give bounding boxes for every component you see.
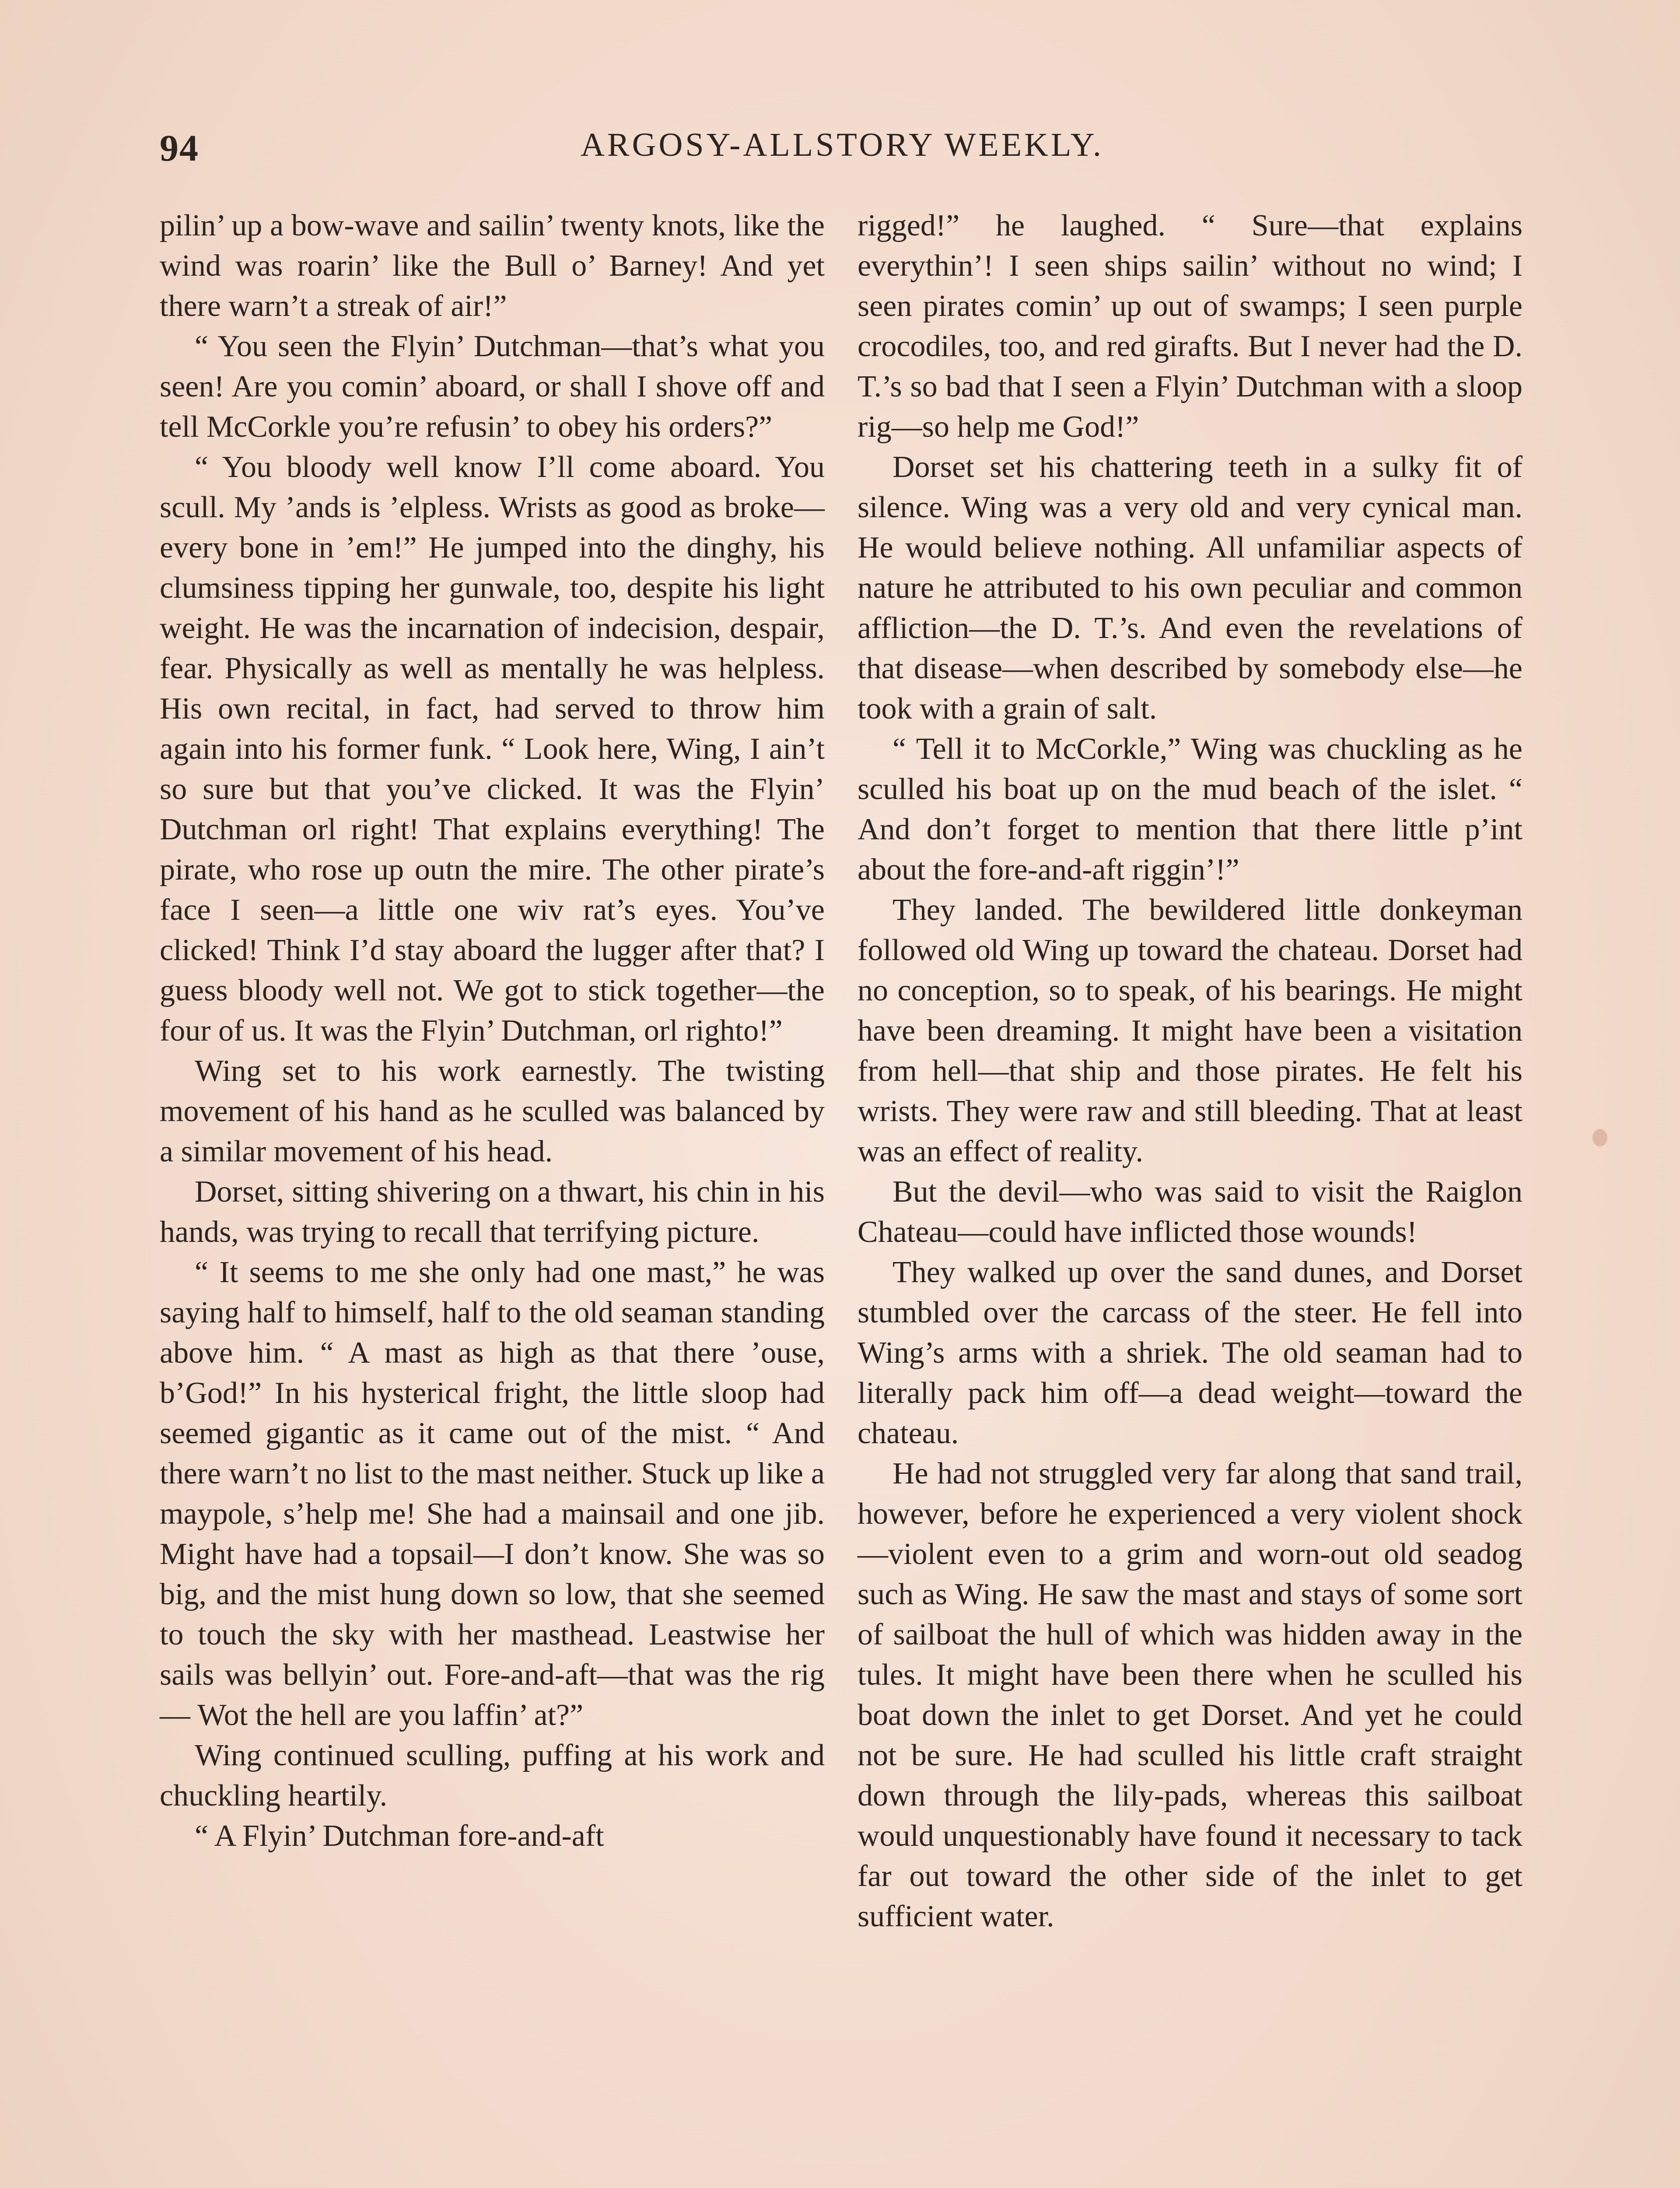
paragraph: rigged!” he laughed. “ Sure—that explains everythin’! I seen ships sailin’ without no wind; I seen pirates comin’ up out of swamps; I seen purple crocodiles, too, and red girafts. But I never had the D. T.’s so bad that I seen a Flyin’ Dutchman with a sloop rig—so help me God!” bbox=[858, 209, 1522, 444]
paragraph: “ It seems to me she only had one mast,” he was saying half to himself, half to the old seaman standing above him. “ A mast as high as that there ’ouse, b’God!” In his hysterical fright, the little sloop had seemed gigantic as it came out of the mist. “ And there warn’t no list to the mast neither. Stuck up like a maypole, s’help me! She had a mainsail and one jib. Might have had a topsail—I don’t know. She was so big, and the mist hung down so low, that she seemed to touch the sky with her masthead. Leastwise her sails was bellyin’ out. Fore-and-aft—that was the rig— Wot the hell are you laffin’ at?” bbox=[160, 1255, 825, 1732]
page-header bbox=[160, 126, 1525, 179]
paragraph: “ A Flyin’ Dutchman fore-and-aft bbox=[195, 1819, 604, 1853]
paragraph: “ Tell it to McCorkle,” Wing was chuckling as he sculled his boat up on the mud beach of the islet. “ And don’t forget to mention that there little p’int about the fore-and-aft riggin’!” bbox=[858, 732, 1522, 887]
paragraph: Wing continued sculling, puffing at his work and chuckling heartily. bbox=[160, 1739, 825, 1813]
right-column bbox=[858, 206, 1522, 1937]
paragraph: He had not struggled very far along that sand trail, however, before he experienced a very violent shock—violent even to a grim and worn-out old seadog such as Wing. He saw the mast and stays of some sort of sailboat the hull of which was hidden away in the tules. It might have been there when he sculled his boat down the inlet to get Dorset. And yet he could not be sure. He had sculled his little craft straight down through the lily-pads, whereas this sailboat would unquestionably have found it necessary to tack far out toward the other side of the inlet to get sufficient water. bbox=[858, 1457, 1522, 1933]
page-number: 94 bbox=[160, 127, 199, 169]
paragraph: Dorset, sitting shivering on a thwart, his chin in his hands, was trying to recall that terrifying picture. bbox=[160, 1175, 825, 1249]
paragraph: “ You seen the Flyin’ Dutchman—that’s what you seen! Are you comin’ aboard, or shall I shove off and tell McCorkle you’re refusin’ to obey his orders?” bbox=[160, 330, 825, 444]
paragraph: “ You bloody well know I’ll come aboard. You scull. My ’ands is ’elpless. Wrists as good as broke—every bone in ’em!” He jumped into the dinghy, his clumsiness tipping her gunwale, too, despite his light weight. He was the incarnation of indecision, despair, fear. Physically as well as mentally he was helpless. His own recital, in fact, had served to throw him again into his former funk. “ Look here, Wing, I ain’t so sure but that you’ve clicked. It was the Flyin’ Dutchman orl right! That explains everything! The pirate, who rose up outn the mire. The other pirate’s face I seen—a little one wiv rat’s eyes. You’ve clicked! Think I’d stay aboard the lugger after that? I guess bloody well not. We got to stick together—the four of us. It was the Flyin’ Dutchman, orl righto!” bbox=[160, 450, 825, 1048]
left-column bbox=[160, 206, 825, 1856]
paragraph: Dorset set his chattering teeth in a sulky fit of silence. Wing was a very old and very cynical man. He would believe nothing. All unfamiliar aspects of nature he attributed to his own peculiar and common affliction—the D. T.’s. And even the revelations of that disease—when described by somebody else—he took with a grain of salt. bbox=[858, 450, 1522, 726]
magazine-title: ARGOSY-ALLSTORY WEEKLY. bbox=[581, 126, 1104, 163]
paragraph: They walked up over the sand dunes, and Dorset stumbled over the carcass of the steer. He fell into Wing’s arms with a shriek. The old seaman had to literally pack him off—a dead weight—toward the chateau. bbox=[858, 1255, 1522, 1450]
paragraph: pilin’ up a bow-wave and sailin’ twenty knots, like the wind was roarin’ like the Bull o’ Barney! And yet there warn’t a streak of air!” bbox=[160, 209, 825, 323]
paragraph: They landed. The bewildered little donkeyman followed old Wing up toward the chateau. Dorset had no conception, so to speak, of his bearings. He might have been dreaming. It might have been a visitation from hell—that ship and those pirates. He felt his wrists. They were raw and still bleeding. That at least was an effect of reality. bbox=[858, 893, 1522, 1168]
paper-stain bbox=[1592, 1129, 1607, 1147]
paragraph: Wing set to his work earnestly. The twisting movement of his hand as he sculled was balanced by a similar movement of his head. bbox=[160, 1054, 825, 1168]
paragraph: But the devil—who was said to visit the Raiglon Chateau—could have inflicted those wounds! bbox=[858, 1175, 1522, 1249]
